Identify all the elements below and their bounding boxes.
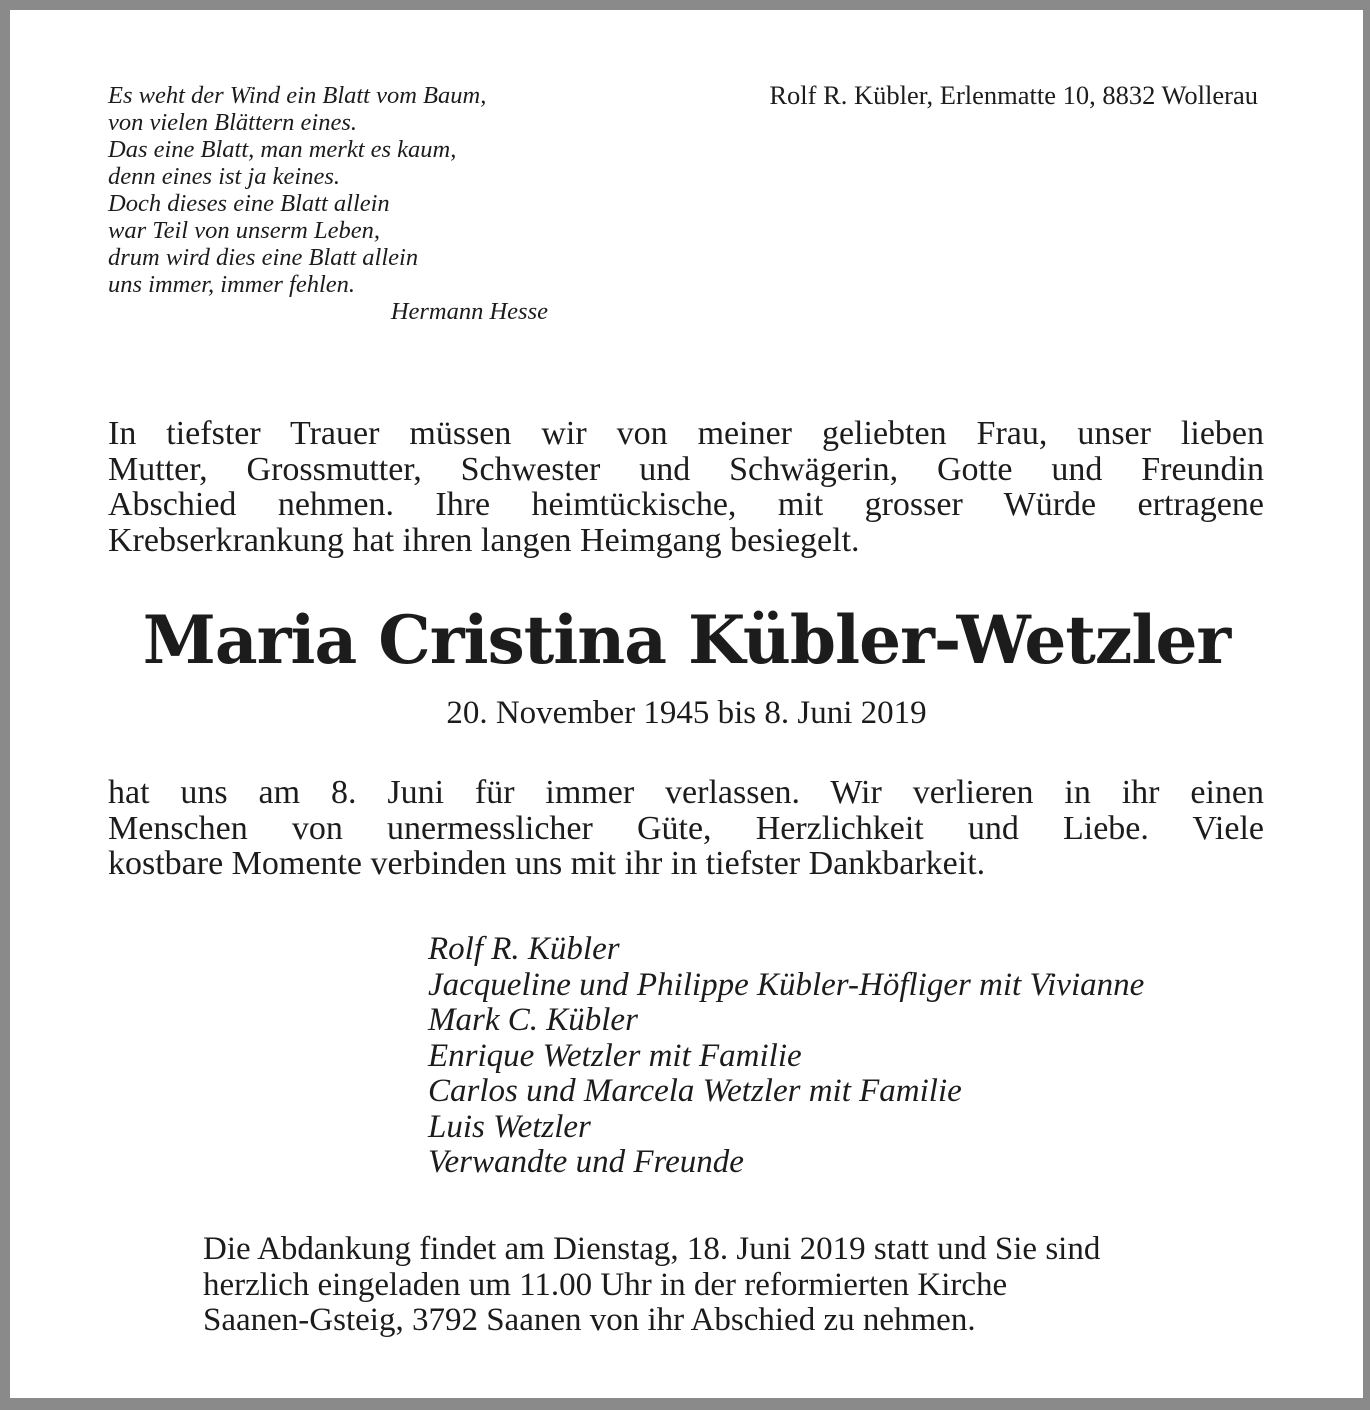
intro-line: Krebserkrankung hat ihren langen Heimgang besiegelt.: [108, 521, 860, 559]
tribute-line: hat uns am 8. Juni für immer verlassen. Wir verlieren in ihr einen: [108, 774, 1264, 811]
poem: [108, 82, 548, 325]
poem-line: drum wird dies eine Blatt allein: [108, 244, 419, 271]
poem-line: Doch dieses eine Blatt allein: [108, 190, 390, 217]
poem-author: Hermann Hesse: [390, 298, 548, 325]
poem-line: von vielen Blättern eines.: [108, 109, 357, 136]
mourner: Mark C. Kübler: [428, 1002, 638, 1038]
life-dates: 20. November 1945 bis 8. Juni 2019: [446, 695, 927, 731]
tribute-paragraph: [108, 775, 1264, 882]
tribute-line: kostbare Momente verbinden uns mit ihr in tiefster Dankbarkeit.: [108, 845, 986, 882]
intro-line: In tiefster Trauer müssen wir von meiner geliebten Frau, unser lieben: [108, 415, 1264, 452]
deceased-name: Maria Cristina Kübler-Wetzler: [142, 601, 1231, 679]
tribute-line: Menschen von unermesslicher Güte, Herzlichkeit und Liebe. Viele: [108, 809, 1264, 847]
mourner: Rolf R. Kübler: [428, 931, 620, 967]
intro-line: Mutter, Grossmutter, Schwester und Schwägerin, Gotte und Freundin: [108, 450, 1264, 488]
poem-line: uns immer, immer fehlen.: [108, 271, 356, 298]
mourners-list: [428, 932, 1144, 1181]
mourner: Jacqueline und Philippe Kübler-Höfliger mit Vivianne: [428, 966, 1145, 1003]
mourner: Luis Wetzler: [428, 1108, 591, 1145]
intro-paragraph: [108, 416, 1264, 558]
service-line: herzlich eingeladen um 11.00 Uhr in der reformierten Kirche: [203, 1266, 1008, 1303]
poem-line: Das eine Blatt, man merkt es kaum,: [108, 136, 457, 163]
service-details: [203, 1232, 1100, 1339]
poem-line: denn eines ist ja keines.: [108, 163, 341, 190]
contact-address: Rolf R. Kübler, Erlenmatte 10, 8832 Wollerau: [769, 80, 1258, 110]
mourner: Verwandte und Freunde: [428, 1144, 744, 1180]
poem-line: war Teil von unserm Leben,: [108, 217, 381, 244]
service-line: Die Abdankung findet am Dienstag, 18. Juni 2019 statt und Sie sind: [203, 1231, 1101, 1267]
mourner: Carlos und Marcela Wetzler mit Familie: [428, 1073, 962, 1109]
poem-line: Es weht der Wind ein Blatt vom Baum,: [108, 82, 487, 109]
mourner: Enrique Wetzler mit Familie: [428, 1037, 802, 1074]
service-line: Saanen-Gsteig, 3792 Saanen von ihr Abschied zu nehmen.: [203, 1302, 976, 1338]
intro-line: Abschied nehmen. Ihre heimtückische, mit grosser Würde ertragene: [108, 486, 1264, 523]
